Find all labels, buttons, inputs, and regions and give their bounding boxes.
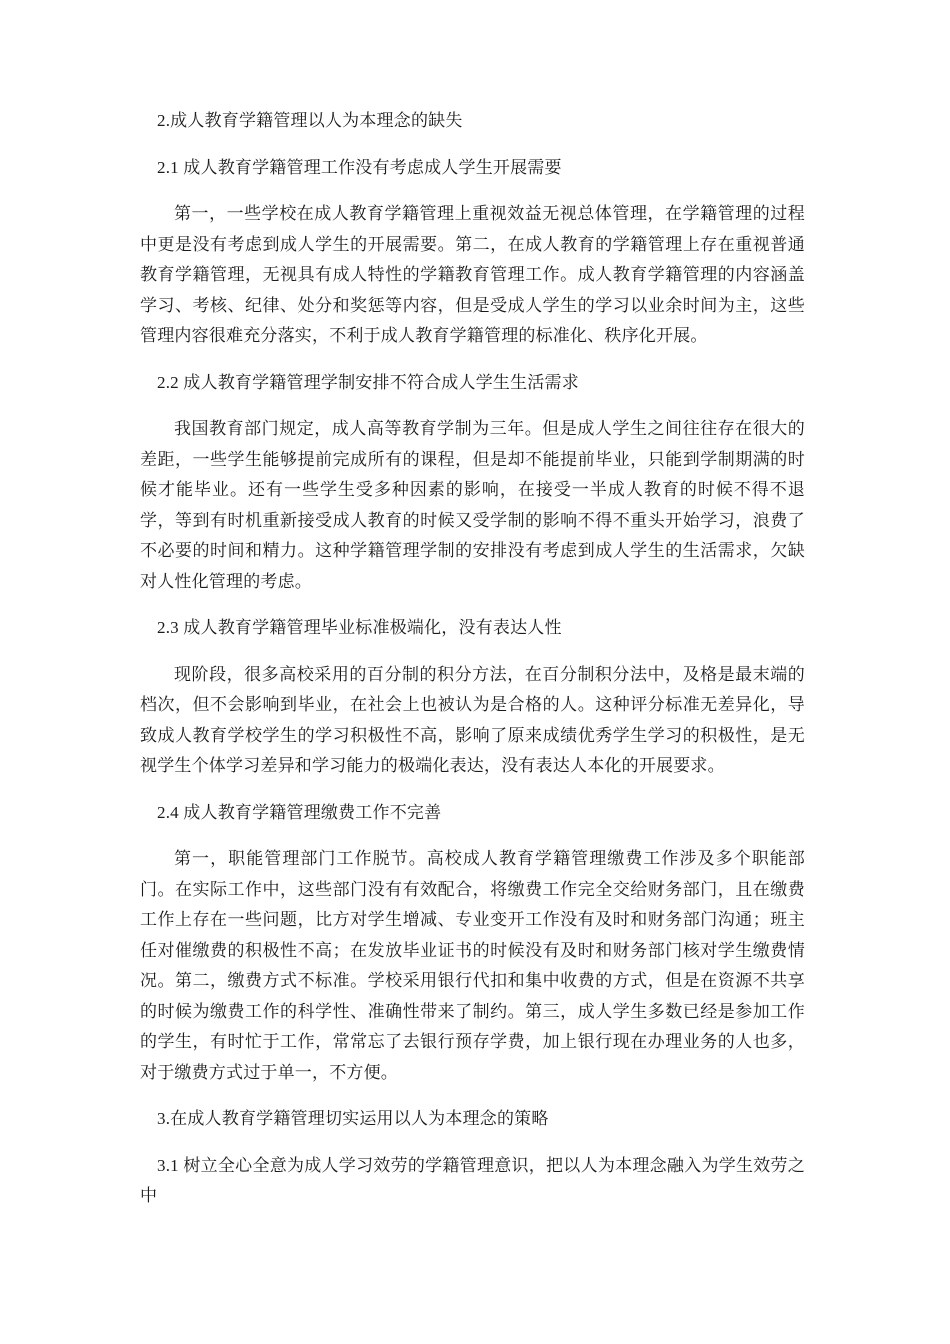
paragraph-2-4: 第一，职能管理部门工作脱节。高校成人教育学籍管理缴费工作涉及多个职能部门。在实际工作中，这些部门没有有效配合，将缴费工作完全交给财务部门，且在缴费工作上存在一些问题，比方对学生增减、专业变开工作没有及时和财务部门沟通；班主任对催缴费的积极性不高；在发放毕业证书的时候没有及时和财务部门核对学生缴费情况。第二，缴费方式不标准。学校采用银行代扣和集中收费的方式，但是在资源不共享的时候为缴费工作的科学性、准确性带来了制约。第三，成人学生多数已经是参加工作的学生，有时忙于工作，常常忘了去银行预存学费，加上银行现在办理业务的人也多，对于缴费方式过于单一，不方便。 (140, 849, 805, 1082)
section-heading-2-3: 2.3 成人教育学籍管理毕业标准极端化，没有表达人性 (157, 618, 562, 637)
paragraph-2-1: 第一，一些学校在成人教育学籍管理上重视效益无视总体管理，在学籍管理的过程中更是没有考虑到成人学生的开展需要。第二，在成人教育的学籍管理上存在重视普通教育学籍管理，无视具有成人特性的学籍教育管理工作。成人教育学籍管理的内容涵盖学习、考核、纪律、处分和奖惩等内容，但是受成人学生的学习以业余时间为主，这些管理内容很难充分落实，不利于成人教育学籍管理的标准化、秩序化开展。 (140, 204, 805, 345)
section-heading-3: 3.在成人教育学籍管理切实运用以人为本理念的策略 (157, 1109, 549, 1128)
section-heading-3-1: 3.1 树立全心全意为成人学习效劳的学籍管理意识，把以人为本理念融入为学生效劳之中 (140, 1155, 805, 1205)
section-heading-2-4: 2.4 成人教育学籍管理缴费工作不完善 (157, 802, 442, 822)
paragraph-2-2: 我国教育部门规定，成人高等教育学制为三年。但是成人学生之间往往存在很大的差距，一些学生能够提前完成所有的课程，但是却不能提前毕业，只能到学制期满的时候才能毕业。还有一些学生受多种因素的影响，在接受一半成人教育的时候不得不退学，等到有时机重新接受成人教育的时候又受学制的影响不得不重头开始学习，浪费了不必要的时间和精力。这种学籍管理学制的安排没有考虑到成人学生的生活需求，欠缺对人性化管理的考虑。 (140, 419, 805, 591)
section-heading-2-1: 2.1 成人教育学籍管理工作没有考虑成人学生开展需要 (157, 157, 562, 177)
section-heading-2: 2.成人教育学籍管理以人为本理念的缺失 (157, 111, 463, 130)
section-heading-2-2: 2.2 成人教育学籍管理学制安排不符合成人学生生活需求 (157, 372, 579, 392)
paragraph-2-3: 现阶段，很多高校采用的百分制的积分方法，在百分制积分法中，及格是最末端的档次，但不会影响到毕业，在社会上也被认为是合格的人。这种评分标准无差异化，导致成人教育学校学生的学习积极性不高，影响了原来成绩优秀学生学习的积极性，是无视学生个体学习差异和学习能力的极端化表达，没有表达人本化的开展要求。 (140, 664, 805, 775)
